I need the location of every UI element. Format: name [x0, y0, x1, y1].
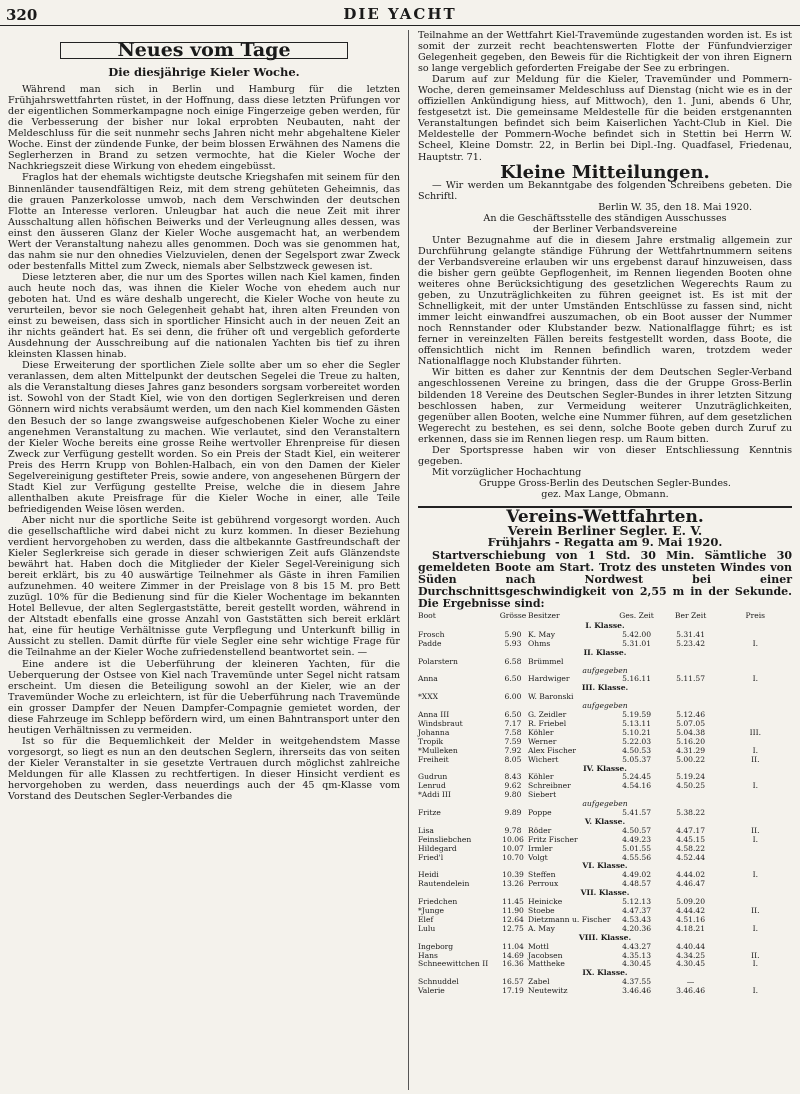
article-paragraph: Während man sich in Berlin und Hamburg für die letzten Frühjahrswettfahrten rüstet, in der Hoffnung, dass diese letzten Prüfungen vor der eigentlichen Sommerkampagne noch einige Fingerzeige geben werden, für die Verbesserung der bisher nur lokal erprobten Neubauten, naht der Meldeschluss für die seit nunmehr sechs Jahren nicht mehr abgehaltene Kieler Woche. Einst der zündende Funke, der beim blossen Erwähnen des Namens die Seglerherzen in Brand zu setzen vermochte, hat die Kieler Woche der Nachkriegszeit diese Wirkung von ehedem eingebüsst. — [8, 84, 400, 173]
boat-owner: Hardwiger — [528, 674, 570, 684]
table-row — [418, 747, 792, 756]
boat-name: Hans — [418, 950, 438, 960]
boat-name: Schnuddel — [418, 977, 459, 987]
table-row — [418, 987, 792, 996]
header-boat: Boot — [418, 611, 436, 621]
article-title: Die diesjährige Kieler Woche. — [108, 65, 300, 80]
letter-closing: Mit vorzüglicher Hochachtung — [432, 466, 582, 478]
boat-owner: Perroux — [528, 879, 559, 889]
boat-size: 6.50 — [504, 710, 522, 720]
table-row — [418, 898, 792, 907]
total-time: 3.46.46 — [622, 986, 652, 996]
header-size: Grösse — [499, 611, 527, 621]
boat-name: *Addi III — [418, 790, 451, 800]
class-heading: I. Klasse. — [585, 621, 625, 631]
class-heading-row — [418, 934, 792, 943]
boat-name: Gudrun — [418, 772, 448, 782]
boat-owner: Wichert — [528, 754, 559, 764]
table-row — [418, 738, 792, 747]
class-heading: V. Klasse. — [584, 816, 626, 826]
boat-size: 8.05 — [504, 754, 522, 764]
boat-size: 11.45 — [502, 897, 524, 907]
article-paragraph: Fraglos hat der ehemals wichtigste deutsche Kriegshafen mit seinem für den Binnenländer tausendfältigen Reiz, mit dem streng gehüteten Geheimnis, das die grauen Panzerkolosse umwob, nach dem Verschwinden der deutschen Flotte an Interesse verloren. Unleugbar hat auch die neue Zeit mit ihrer Ausschaltung allen höfischen Beiwerks und der Verleugnung alles dessen, was einst den äusseren Glanz der Kieler Woche ausgemacht hat, an werbendem Wert der Veranstaltung nahezu alles genommen. Doch was sie genommen hat, das nahm sie nur den ohnedies Vielzuvielen, denen der Segelsport zwar Zweck oder bestenfalls Mittel zum Zweck, niemals aber Selbstzweck gewesen ist. — [8, 172, 400, 272]
boat-name: Rautendelein — [418, 879, 470, 889]
prize: I. — [752, 959, 758, 969]
corrected-time — [663, 658, 719, 667]
boat-name: *XXX — [418, 692, 439, 702]
prize: II. — [751, 825, 760, 835]
regatta-name: Frühjahrs - Regatta am 9. Mai 1920. — [487, 535, 723, 550]
table-row — [418, 782, 792, 791]
article-continuation: Darum auf zur Meldung für die Kieler, Travemünder und Pommern-Woche, deren gemeinsamer Meldeschluss auf Dienstag (nicht wie es in der offiziellen Ankündigung hiess, auf Mittwoch), den 1. Juni, abends 6 Uhr, festgesetzt ist. Die gemeinsame Meldestelle für die beiden erstgenannten Veranstaltungen befindet sich beim Kaiserlichen Yacht-Club in Kiel. Die Meldestelle der Pommern-Woche befindet sich in Stettin bei Herrn W. Scheel, Kleine Domstr. 22, in Berlin bei Dipl.-Ing. Quadfasel, Friedenau, Hauptstr. 71. — [418, 74, 792, 163]
boat-size: 16.36 — [502, 959, 524, 969]
boat-owner: G. Zeidler — [528, 710, 567, 720]
boat-name: Ingeborg — [418, 941, 454, 951]
corrected-time: 4.34.25 — [676, 950, 706, 960]
left-column — [8, 30, 400, 802]
prize — [719, 880, 792, 889]
running-title: DIE YACHT — [343, 5, 457, 23]
letter-signature: gez. Max Lange, Obmann. — [541, 488, 669, 500]
boat-name: Valerie — [418, 986, 445, 996]
corrected-time: 5.31.41 — [676, 629, 706, 639]
total-time: 5.22.03 — [622, 736, 652, 746]
boat-name: Lenrud — [418, 781, 446, 791]
boat-size: 8.43 — [504, 772, 522, 782]
section-title: Neues vom Tage — [60, 42, 348, 59]
boat-owner: Mottl — [528, 941, 549, 951]
boat-owner: Dietzmann u. Fischer — [528, 914, 611, 924]
boat-owner: Werner — [528, 736, 557, 746]
club-name: Verein Berliner Segler. E. V. — [507, 523, 703, 539]
class-heading-row — [418, 622, 792, 631]
letter-signature: Gruppe Gross-Berlin des Deutschen Segler-Bundes. — [479, 477, 731, 489]
boat-name: Padde — [418, 638, 442, 648]
article-paragraph: Diese letzteren aber, die nur um des Sportes willen nach Kiel kamen, finden auch heute noch das, was ihnen die Kieler Woche von ehedem auch nur geboten hat. Und es wäre deshalb ungerecht, die Kieler Woche von heute zu verurteilen, bevor sie noch Gelegenheit gehabt hat, ihren alten Freunden von einst zu beweisen, dass sich in sportlicher Hinsicht auch in der neuen Zeit an ihr nichts geändert hat. Es sei denn, die früher oft und vergeblich geforderte Ausdehnung der Ausschreibung auf die nationalen Yachten bis tief zu ihren kleinsten Klassen hinab. — [8, 271, 400, 361]
boat-name: Frosch — [418, 629, 445, 639]
prize: II. — [751, 906, 760, 916]
class-heading-row — [418, 818, 792, 827]
prize: I. — [752, 638, 758, 648]
table-row — [418, 978, 792, 987]
total-time: 5.10.21 — [622, 727, 652, 737]
table-row — [418, 729, 792, 738]
boat-size: 10.06 — [502, 834, 524, 844]
total-time: 5.01.55 — [622, 843, 652, 853]
regatta-intro: Startverschiebung von 1 Std. 30 Min. Sämtliche 30 gemeldeten Boote am Start. Trotz des unsteten Windes von Süden nach Nordwest bei einer Durchschnittsgeschwindigkeit von 2,55 m in der Sekunde. Die Ergebnisse sind: — [418, 549, 792, 611]
prize — [719, 658, 792, 667]
race-annotation: aufgegeben — [582, 701, 628, 711]
class-heading: II. Klasse. — [583, 647, 627, 657]
article-paragraph: Ist so für die Bequemlichkeit der Melder in weitgehendstem Masse vorgesorgt, so liegt es nun an den deutschen Seglern, ihrerseits das von seiten der Kieler Veranstalter in sie gesetzte Vertrauen durch möglichst zahlreiche Meldungen für alle Klassen zu rechtfertigen. In dieser Hinsicht verdient es hervorgehoben zu werden, dass neuerdings auch der 45 qm-Klasse vom Vorstand des Deutschen Segler-Verbandes die — [8, 735, 400, 803]
results-body — [418, 622, 792, 996]
kleine-mitteilungen-title: Kleine Mitteilungen. — [500, 161, 710, 183]
boat-size: 9.62 — [504, 781, 522, 791]
boat-name: Friedchen — [418, 897, 458, 907]
boat-owner: Alex Fischer — [528, 745, 576, 755]
total-time: 4.55.56 — [622, 852, 652, 862]
corrected-time: 5.07.05 — [676, 718, 706, 728]
corrected-time: 4.46.47 — [676, 879, 706, 889]
race-annotation: aufgegeben — [582, 799, 628, 809]
boat-owner: W. Baronski — [528, 692, 574, 702]
table-row — [418, 943, 792, 952]
boat-size: 9.78 — [504, 825, 522, 835]
vereins-wettfahrten-title: Vereins-Wettfahrten. — [506, 506, 704, 527]
letter-date: Berlin W. 35, den 18. Mai 1920. — [598, 201, 752, 213]
boat-size: 14.69 — [502, 950, 524, 960]
boat-size: 6.58 — [504, 656, 522, 666]
class-heading: VIII. Klasse. — [578, 932, 632, 942]
total-time: 5.19.59 — [622, 710, 652, 720]
boat-owner: Ohms — [528, 638, 551, 648]
corrected-time: 5.38.22 — [676, 808, 706, 818]
boat-size: 12.75 — [502, 923, 524, 933]
total-time: 5.24.45 — [622, 772, 652, 782]
boat-size: 17.19 — [502, 986, 524, 996]
boat-owner: Röder — [528, 825, 552, 835]
prize: I. — [752, 986, 758, 996]
page-number: 320 — [6, 6, 38, 24]
total-time: 4.43.27 — [622, 941, 652, 951]
total-time: 4.50.57 — [622, 825, 652, 835]
prize — [719, 809, 792, 818]
boat-owner: Poppe — [528, 808, 552, 818]
corrected-time: 4.44.02 — [676, 870, 706, 880]
boat-owner: A. May — [528, 923, 555, 933]
boat-size: 5.93 — [504, 638, 522, 648]
boat-name: Fritze — [418, 808, 441, 818]
race-annotation: aufgegeben — [582, 665, 628, 675]
boat-size: 11.04 — [502, 941, 524, 951]
boat-name: Schneewittchen II — [418, 959, 489, 969]
boat-owner: Stoebe — [528, 906, 555, 916]
total-time: 4.20.36 — [622, 923, 652, 933]
boat-owner: Köhler — [528, 772, 554, 782]
corrected-time — [663, 693, 719, 702]
boat-owner: Volgt — [528, 852, 548, 862]
boat-size: 16.57 — [502, 977, 524, 987]
boat-size: 7.92 — [504, 745, 522, 755]
boat-size: 10.07 — [502, 843, 524, 853]
header-ber-zeit: Ber Zeit — [674, 611, 707, 621]
boat-size: 5.90 — [504, 629, 522, 639]
prize: II. — [751, 950, 760, 960]
letter-address: der Berliner Verbandsvereine — [532, 223, 678, 235]
corrected-time: 5.00.22 — [676, 754, 706, 764]
boat-size: 12.64 — [502, 914, 524, 924]
class-heading-row — [418, 765, 792, 774]
corrected-time: 4.51.16 — [676, 914, 706, 924]
total-time: 4.35.13 — [622, 950, 652, 960]
header-ges-zeit: Ges. Zeit — [619, 611, 654, 621]
boat-name: Hildegard — [418, 843, 457, 853]
table-row — [418, 827, 792, 836]
corrected-time: 4.44.42 — [676, 906, 706, 916]
class-heading: VI. Klasse. — [582, 861, 628, 871]
boat-owner: Fritz Fischer — [528, 834, 578, 844]
header-preis: Preis — [745, 611, 766, 621]
boat-name: Elef — [418, 914, 434, 924]
boat-name: Anna III — [418, 710, 450, 720]
boat-owner: R. Friebel — [528, 718, 567, 728]
corrected-time: 4.47.17 — [676, 825, 706, 835]
total-time: 5.41.57 — [622, 808, 652, 818]
total-time: 4.53.43 — [622, 914, 652, 924]
letter-address: An die Geschäftsstelle des ständigen Ausschusses — [483, 212, 727, 224]
corrected-time: 4.45.15 — [676, 834, 706, 844]
table-row — [418, 916, 792, 925]
boat-name: Anna — [418, 674, 438, 684]
boat-size: 7.59 — [504, 736, 522, 746]
boat-owner: Köhler — [528, 727, 554, 737]
boat-name: Heidi — [418, 870, 439, 880]
prize — [719, 845, 792, 854]
boat-owner: Siebert — [528, 790, 557, 800]
corrected-time: 4.40.44 — [676, 941, 706, 951]
boat-name: Feinsliebchen — [418, 834, 472, 844]
results-table — [418, 612, 792, 996]
article-continuation: Teilnahme an der Wettfahrt Kiel-Travemünde zugestanden worden ist. Es ist somit der zurzeit recht beachtenswerten Flotte der Fünfundvierziger Gelegenheit gegeben, den Beweis für die Richtigkeit der von ihren Eignern so lange vergeblich geforderten Freigabe der See zu erbringen. — [418, 30, 792, 75]
prize: I. — [752, 745, 758, 755]
letter-paragraph: Unter Bezugnahme auf die in diesem Jahre erstmalig allgemein zur Durchführung gelangte ständige Führung der Wettfahrtnummern seitens der Verbandsvereine erlauben wir uns ergebenst darauf hinzuweisen, dass die bisher gern geübte Gepflogenheit, im Rennen liegenden Booten ohne weiteres ohne Berücksichtigung des gesetzlichen Wegerechts Raum zu geben, zu Unzuträglichkeiten zu führen geeignet ist. Es ist mit der Schnelligkeit, mit der unter Umständen Entschlüsse zu fassen sind, nicht immer leicht einwandfrei auszumachen, ob ein Boot ausser der Nummer noch Rennstander oder Klubstander bezw. Nationalflagge führt; es ist ferner in vereinzelten Fällen bereits festgestellt worden, dass Boote, die offensichtlich nicht im Rennen befindlich waren, trotzdem weder Nationalflagge noch Klubstander führten. — [418, 234, 792, 368]
table-row — [418, 711, 792, 720]
corrected-time: 5.19.24 — [676, 772, 706, 782]
corrected-time: 5.12.46 — [676, 710, 706, 720]
corrected-time: 5.23.42 — [676, 638, 706, 648]
prize: I. — [752, 674, 758, 684]
boat-owner: Irmler — [528, 843, 553, 853]
prize: III. — [749, 727, 761, 737]
boat-name: Fried'l — [418, 852, 444, 862]
class-heading-row — [418, 684, 792, 693]
table-row — [418, 631, 792, 640]
total-time: 4.49.02 — [622, 870, 652, 880]
boat-size: 9.80 — [504, 790, 522, 800]
prize — [719, 791, 792, 800]
boat-name: Freiheit — [418, 754, 449, 764]
boat-size: 6.50 — [504, 674, 522, 684]
total-time: 5.12.13 — [622, 897, 652, 907]
total-time: 4.47.37 — [622, 906, 652, 916]
prize: II. — [751, 754, 760, 764]
corrected-time: 4.30.45 — [676, 959, 706, 969]
prize — [719, 854, 792, 863]
corrected-time: 3.46.46 — [676, 986, 706, 996]
corrected-time: 4.31.29 — [676, 745, 706, 755]
total-time: 5.31.01 — [622, 638, 652, 648]
corrected-time: 4.18.21 — [676, 923, 706, 933]
table-row — [418, 720, 792, 729]
boat-size: 13.26 — [502, 879, 524, 889]
class-heading-row — [418, 889, 792, 898]
article-paragraph: Diese Erweiterung der sportlichen Ziele sollte aber um so eher die Segler veranlassen, dem alten Mittelpunkt der deutschen Segelei die Treue zu halten, als die Veranstaltung dieses Jahres ganz besonders sorgsam vorbereitet worden ist. Sowohl von der Stadt Kiel, wie von den dortigen Seglerkreisen und deren Gönnern wird nichts verabsäumt werden, um den nach Kiel kommenden Gästen den Besuch der so lange zwangsweise aufgeschobenen Kieler Woche zu einer angenehmen Veranstaltung zu machen. Wie verlautet, sind den Veranstaltern der Kieler Woche bereits eine grosse Reihe wertvoller Ehrenpreise für diesen Zweck zur Verfügung gestellt worden. So ein Preis der Stadt Kiel, ein weiterer Preis des Herrn Krupp von Bohlen-Halbach, ein von den Damen der Kieler Segelvereinigung gestifteter Preis, sowie andere, von angesehenen Bürgern der Stadt Kiel zur Verfügung gestellte Preise, welche die in diesem Jahre allenthalben akute Preisfrage für die Kieler Woche in einer, alle Teile befriedigenden Weise lösen werden. — [8, 360, 400, 515]
boat-size: 9.89 — [504, 808, 522, 818]
boat-name: Lisa — [418, 825, 434, 835]
prize — [719, 693, 792, 702]
boat-owner: Mattheke — [528, 959, 565, 969]
boat-owner: Schreibner — [528, 781, 571, 791]
prize: I. — [752, 781, 758, 791]
corrected-time: 5.09.20 — [676, 897, 706, 907]
total-time: 4.50.53 — [622, 745, 652, 755]
total-time: 4.49.23 — [622, 834, 652, 844]
class-heading: IV. Klasse. — [583, 763, 627, 773]
corrected-time: 5.04.38 — [676, 727, 706, 737]
column-divider — [408, 30, 409, 1090]
prize: I. — [752, 834, 758, 844]
table-row — [418, 845, 792, 854]
boat-owner: Zabel — [528, 977, 550, 987]
class-heading-row — [418, 649, 792, 658]
prize: I. — [752, 870, 758, 880]
annotation-row — [418, 702, 792, 711]
class-heading-row — [418, 969, 792, 978]
boat-size: 7.17 — [504, 718, 522, 728]
total-time: 4.48.57 — [622, 879, 652, 889]
corrected-time: 4.52.44 — [676, 852, 706, 862]
boat-size: 10.39 — [502, 870, 524, 880]
boat-owner: K. May — [528, 629, 556, 639]
boat-size: 6.00 — [504, 692, 522, 702]
class-heading: III. Klasse. — [581, 683, 629, 693]
corrected-time: 5.16.20 — [676, 736, 706, 746]
kleine-intro: — Wir werden um Bekanntgabe des folgenden Schreibens gebeten. Die Schriftl. — [418, 179, 792, 202]
boat-name: Johanna — [418, 727, 450, 737]
boat-owner: Heinicke — [528, 897, 563, 907]
boat-name: *Junge — [418, 906, 444, 916]
boat-name: Tropik — [418, 736, 444, 746]
article-paragraph: Eine andere ist die Ueberführung der kleineren Yachten, für die Ueberquerung der Ostsee von Kiel nach Travemünde unter Segel nicht ratsam erscheint. Um diesen die Beteiligung sowohl an der Kieler, wie an der Travemünder Woche zu erleichtern, ist für die Ueberführung nach Travemünde ein grosser Dampfer der Neuen Dampfer-Compagnie gemietet worden, der diese Fahrzeuge im Schlepp befördern wird, um einen Bahntransport unter den heutigen Verhältnissen zu vermeiden. — [8, 658, 400, 736]
boat-owner: Steffen — [528, 870, 556, 880]
letter-paragraph: Der Sportspresse haben wir von dieser Entschliessung Kenntnis gegeben. — [418, 444, 792, 467]
prize — [719, 711, 792, 720]
boat-size: 7.58 — [504, 727, 522, 737]
class-heading: IX. Klasse. — [582, 968, 628, 978]
header-owner: Besitzer — [528, 611, 560, 621]
prize: I. — [752, 923, 758, 933]
total-time: 5.05.37 — [622, 754, 652, 764]
annotation-row — [418, 800, 792, 809]
article-paragraph: Aber nicht nur die sportliche Seite ist gebührend vorgesorgt worden. Auch die gesellschaftliche wird dabei nicht zu kurz kommen. In dieser Beziehung verdient hervorgehoben zu werden, dass die altbekannte Gastfreundschaft der Kieler Seglerkreise sich gerade in dieser schwierigen Zeit aufs Glänzendste bewährt hat. Haben doch die Mitglieder der Kieler Segel-Vereinigung sich bereit erklärt, bis zu 40 auswärtige Teilnehmer als Gäste in ihren Familien aufzunehmen. 40 weitere Zimmer in der Preislage von 8 bis 15 M. pro Bett zuzügl. 10% für die Bedienung sind für die Kieler Wochentage im bekannten Hotel Bellevue, der alten Seglergaststätte, bereit gestellt worden, während in der Altstadt ebenfalls eine grosse Anzahl von Gaststätten sich bereit erklärt hat, eine für heutige Verhältnisse gute Verpflegung und Unterkunft billig in Aussicht zu stellen. Damit dürfte für viele Segler eine sehr wichtige Frage für die Teilnahme an der Kieler Woche zufriedenstellend beantwortet sein. — — [8, 514, 400, 659]
total-time: 4.37.55 — [622, 977, 652, 987]
total-time: 4.30.45 — [622, 959, 652, 969]
total-time: 5.42.00 — [622, 629, 652, 639]
boat-size: 11.90 — [502, 906, 524, 916]
boat-name: Polarstern — [418, 656, 458, 666]
top-rule — [0, 25, 800, 26]
table-row — [418, 871, 792, 880]
boat-owner: Neutewitz — [528, 986, 568, 996]
boat-name: Windsbraut — [418, 718, 463, 728]
total-time: 5.13.11 — [622, 718, 652, 728]
corrected-time: 4.58.22 — [676, 843, 706, 853]
table-row — [418, 836, 792, 845]
corrected-time — [663, 791, 719, 800]
class-heading: VII. Klasse. — [580, 888, 630, 898]
boat-name: *Mulleken — [418, 745, 458, 755]
boat-owner: Jacobsen — [528, 950, 563, 960]
letter-paragraph: Wir bitten es daher zur Kenntnis der dem Deutschen Segler-Verband angeschlossenen Vereine zu bringen, dass die der Gruppe Gross-Berlin bildenden 18 Vereine des Deutschen Segler-Bundes in ihrer letzten Sitzung beschlossen haben, zur Vermeidung weiterer Unzuträglichkeiten, gegenüber allen Booten, welche eine Nummer führen, auf dem gesetzlichen Wegerecht zu bestehen, es sei denn, solche Boote geben durch Zuruf zu erkennen, dass sie im Rennen liegen resp. um Raum bitten. — [418, 367, 792, 445]
boat-owner: Brümmel — [528, 656, 564, 666]
corrected-time: 5.11.57 — [676, 674, 706, 684]
class-heading-row — [418, 862, 792, 871]
total-time: 4.54.16 — [622, 781, 652, 791]
table-row — [418, 773, 792, 782]
corrected-time: 4.50.25 — [676, 781, 706, 791]
annotation-row — [418, 667, 792, 676]
total-time: 5.16.11 — [622, 674, 652, 684]
corrected-time: — — [686, 977, 695, 987]
boat-size: 10.70 — [502, 852, 524, 862]
boat-name: Lulu — [418, 923, 436, 933]
right-column — [418, 30, 792, 996]
